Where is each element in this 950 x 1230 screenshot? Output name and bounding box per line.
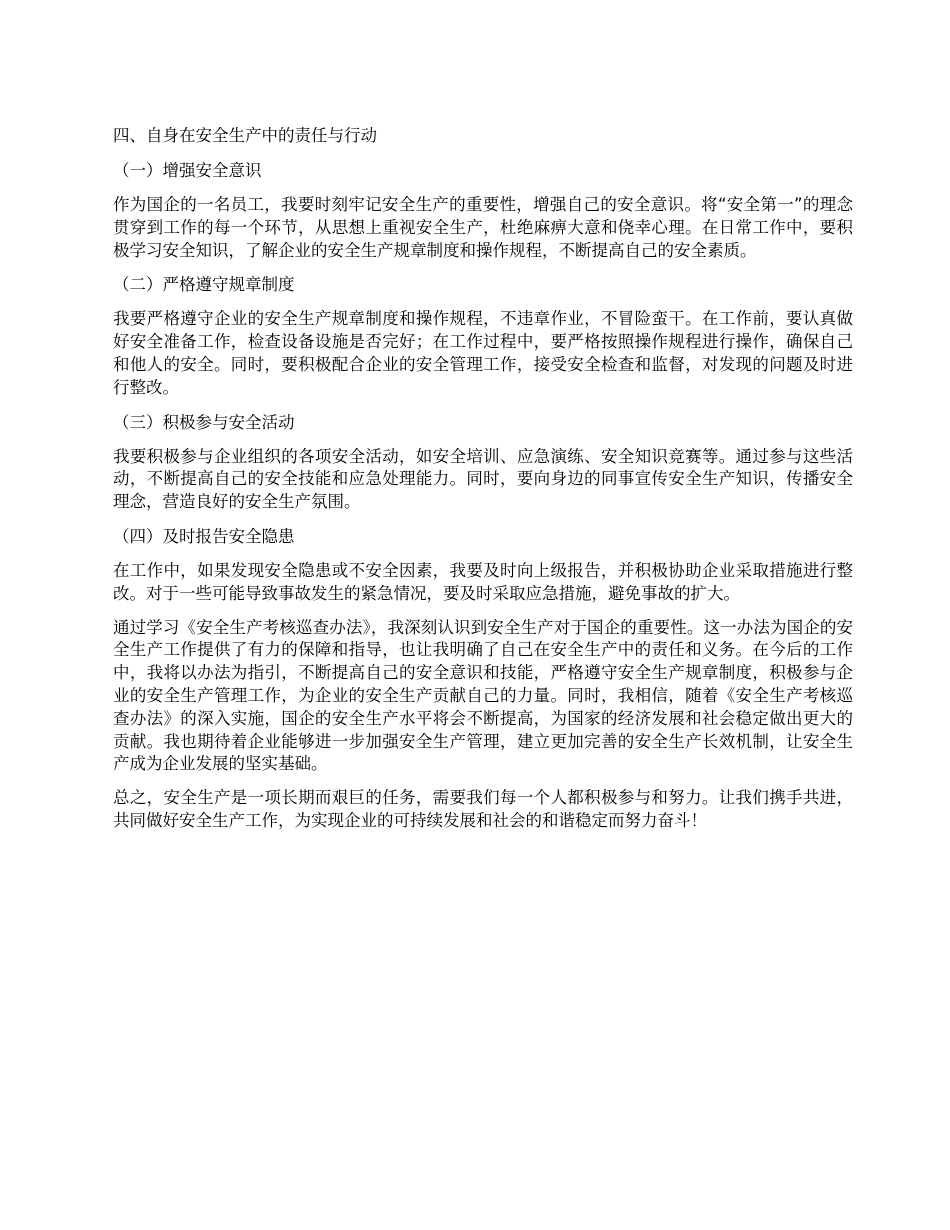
subsection-heading-2: （二）严格遵守规章制度 — [113, 275, 295, 295]
closing-paragraph: 总之，安全生产是一项长期而艰巨的任务，需要我们每一个人都积极参与和努力。让我们携手共进，共同做好安全生产工作，为实现企业的可持续发展和社会的和谐稳定而努力奋斗！ — [113, 788, 853, 830]
subsection-heading-3: （三）积极参与安全活动 — [113, 412, 295, 432]
subsection-text-4: 在工作中，如果发现安全隐患或不安全因素，我要及时向上级报告，并积极协助企业采取措施进行整改。对于一些可能导致事故发生的紧急情况，要及时采取应急措施，避免事故的扩大。 — [113, 560, 853, 603]
subsection-text-1: 作为国企的一名员工，我要时刻牢记安全生产的重要性，增强自己的安全意识。将“安全第一”的理念贯穿到工作的每一个环节，从思想上重视安全生产，杜绝麻痹大意和侥幸心理。在日常工作中，要积极学习安全知识，了解企业的安全生产规章制度和操作规程，不断提高自己的安全素质。 — [113, 195, 853, 260]
subsection-heading-4: （四）及时报告安全隐患 — [113, 526, 295, 546]
subsection-text-3: 我要积极参与企业组织的各项安全活动，如安全培训、应急演练、安全知识竞赛等。通过参与这些活动，不断提高自己的安全技能和应急处理能力。同时，要向身边的同事宣传安全生产知识，传播安全理念，营造良好的安全生产氛围。 — [113, 446, 853, 512]
subsection-text-2: 我要严格遵守企业的安全生产规章制度和操作规程，不违章作业，不冒险蛮干。在工作前，要认真做好安全准备工作，检查设备设施是否完好；在工作过程中，要严格按照操作规程进行操作，确保自己和他人的安全。同时，要积极配合企业的安全管理工作，接受安全检查和监督，对发现的问题及时进行整改。 — [113, 309, 853, 397]
document-page — [113, 124, 853, 844]
conclusion-paragraph: 通过学习《安全生产考核巡查办法》，我深刻认识到安全生产对于国企的重要性。这一办法为国企的安全生产工作提供了有力的保障和指导，也让我明确了自己在安全生产中的责任和义务。在今后的工作中，我将以办法为指引，不断提高自己的安全意识和技能，严格遵守安全生产规章制度，积极参与企业的安全生产管理工作，为企业的安全生产贡献自己的力量。同时，我相信，随着《安全生产考核巡查办法》的深入实施，国企的安全生产水平将会不断提高，为国家的经济发展和社会稳定做出更大的贡献。我也期待着企业能够进一步加强安全生产管理，建立更加完善的安全生产长效机制，让安全生产成为企业发展的坚实基础。 — [113, 617, 853, 774]
section-title: 四、自身在安全生产中的责任与行动 — [113, 126, 377, 145]
subsection-heading-1: （一）增强安全意识 — [113, 161, 262, 180]
